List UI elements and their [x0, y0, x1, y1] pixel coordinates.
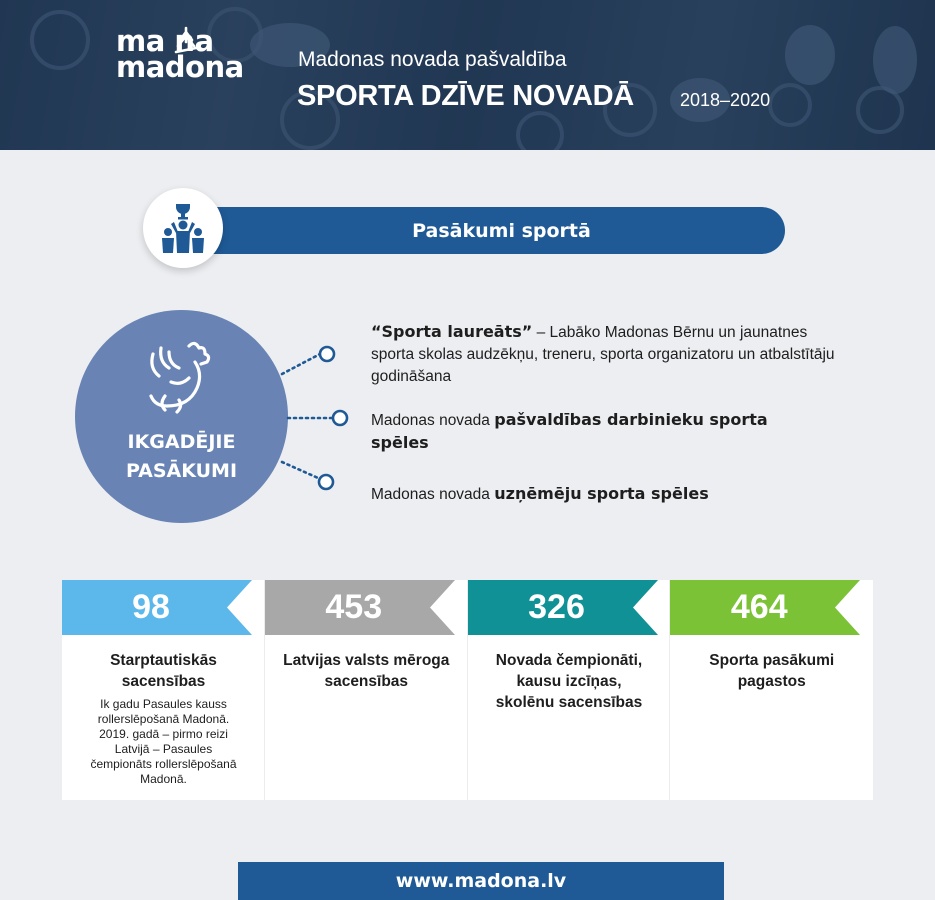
- section-title-bar: [178, 207, 785, 254]
- event-sporta-laureats: [371, 321, 851, 388]
- stat-value: 464: [730, 588, 788, 626]
- stat-card-county: [468, 580, 671, 800]
- section-icon-badge: [143, 188, 223, 268]
- annual-events-circle: [75, 310, 288, 523]
- stat-header: [670, 580, 873, 635]
- stat-title: Latvijas valsts mēroga sacensības: [283, 652, 450, 690]
- connector-node-1: [320, 347, 334, 361]
- stat-header: [265, 580, 467, 635]
- event-3-title: uzņēmēju sporta spēles: [494, 484, 709, 503]
- sports-award-icon: [159, 202, 207, 254]
- connector-node-2: [333, 411, 347, 425]
- logo-text-top: ma na: [116, 24, 214, 58]
- stat-header: [62, 580, 264, 635]
- page-title: SPORTA DZĪVE NOVADĀ: [297, 80, 634, 112]
- event-2-prefix: Madonas novada: [371, 412, 495, 429]
- stat-card-parishes: [670, 580, 873, 800]
- event-3-prefix: Madonas novada: [371, 486, 495, 503]
- event-2-title: pašvaldības darbinieku sporta spēles: [371, 410, 768, 452]
- annual-events-label: [75, 428, 288, 486]
- stats-panel: [62, 580, 873, 800]
- event-1-description: – Labāko Madonas Bērnu un jaunatnes sporta skolas audzēkņu, treneru, sporta organizatoru un atbalstītāju godināšana: [371, 324, 835, 385]
- annual-events-label-line1: IKGADĒJIE: [127, 431, 236, 453]
- stat-card-international: [62, 580, 265, 800]
- stat-value: 326: [528, 588, 585, 626]
- event-entrepreneur-games: [371, 483, 791, 506]
- stat-title: Novada čempionāti, kausu izcīņas, skolēnu sacensības: [495, 652, 643, 711]
- stat-card-national: [265, 580, 468, 800]
- stat-header: [468, 580, 670, 635]
- event-connectors: [270, 330, 360, 500]
- rooster-icon: [145, 338, 217, 416]
- connector-node-3: [319, 475, 333, 489]
- stat-note: Ik gadu Pasaules kauss rollerslēpošanā Madonā. 2019. gadā – pirmo reizi Latvijā – Pasaules čempionāts rollerslēpošanā Madonā.: [90, 697, 237, 786]
- event-1-title: “Sporta laureāts”: [371, 322, 533, 341]
- section-title: Pasākumi sportā: [412, 219, 591, 242]
- annual-events-label-line2: PASĀKUMI: [125, 460, 238, 482]
- stat-title: Sporta pasākumi pagastos: [709, 652, 835, 690]
- stat-value: 98: [132, 588, 170, 626]
- tree-logo-icon: [174, 26, 198, 54]
- year-range: 2018–2020: [680, 90, 771, 110]
- footer-bar: [238, 862, 724, 900]
- stat-title: Starptautiskās sacensības: [110, 652, 217, 690]
- website-link[interactable]: www.madona.lv: [395, 870, 567, 892]
- event-employee-games: [371, 409, 771, 455]
- logo-text-bottom: madona: [116, 50, 244, 84]
- organization-name: Madonas novada pašvaldība: [298, 48, 567, 71]
- stat-value: 453: [325, 588, 383, 626]
- madona-logo[interactable]: [116, 24, 244, 84]
- header-banner: [0, 0, 935, 150]
